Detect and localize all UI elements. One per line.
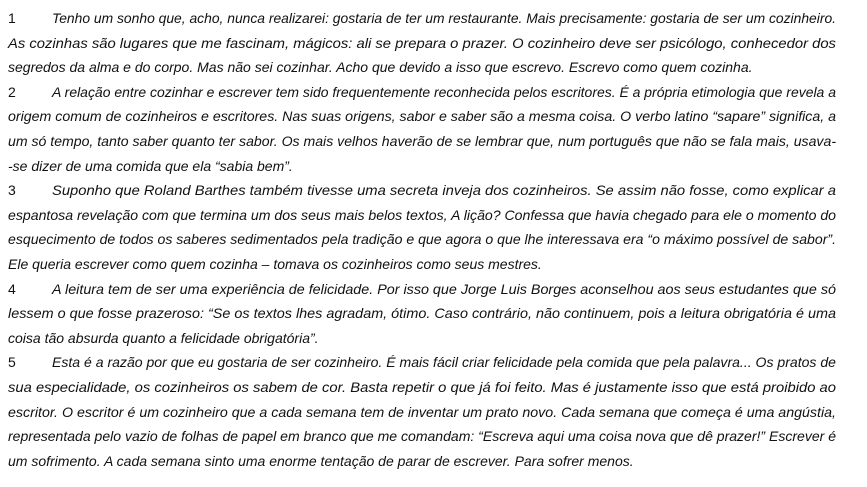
line-text: Esta é a razão por que eu gostaria de ser cozinheiro. É mais fácil criar felicidade pela comida que pela palavra... Os pratos de [52,354,836,371]
text-line [8,31,836,56]
line-text: Tenho um sonho que, acho, nunca realizarei: gostaria de ter um restaurante. Mais precisamente: gostaria de ser um cozinheiro. [52,10,837,26]
line-text: -se dizer de uma comida que ela “sabia bem”. [8,157,293,174]
line-text: origem comum de cozinheiros e escritores. Nas suas origens, sabor e saber são a mesma coisa. O verbo latino “sapare” significa, a [8,108,837,125]
paragraph-number: 3 [8,182,16,199]
text-line [8,154,836,179]
paragraph-number: 2 [8,83,16,100]
text-line [8,252,836,277]
paragraph-1 [8,6,836,80]
text-line [8,80,836,105]
text-line [8,277,836,302]
text-line [8,129,836,154]
text-line [8,301,836,326]
line-text: esquecimento de todos os saberes sedimentados pela tradição e que agora o que lhe interessava era “o máximo possível de sabor”. [8,231,836,248]
line-text: um sofrimento. A cada semana sinto uma enorme tentação de parar de escrever. Para sofrer menos. [8,452,634,469]
line-text: representada pelo vazio de folhas de papel em branco que me comandam: “Escreva aqui uma coisa nova que dê prazer!” Escrever é [8,428,837,445]
text-line [8,55,836,80]
line-text: A relação entre cozinhar e escrever tem sido frequentemente reconhecida pelos escritores. É a própria etimologia que revela a [52,83,836,100]
paragraph-4 [8,277,836,351]
line-text: Suponho que Roland Barthes também tivesse uma secreta inveja dos cozinheiros. Se assim não fosse, como explicar a [52,182,836,199]
text-line [8,178,836,203]
line-text: lessem o que fosse prazeroso: “Se os textos lhes agradam, ótimo. Caso contrário, não continuem, pois a leitura obrigatória é uma [8,305,836,322]
text-line [8,375,836,400]
text-line [8,326,836,351]
line-text: sua especialidade, os cozinheiros os sabem de cor. Basta repetir o que já foi feito. Mas é justamente isso que está proibido ao [8,378,836,395]
paragraph-number: 1 [8,10,16,26]
paragraph-5 [8,350,836,473]
paragraph-3 [8,178,836,276]
text-line [8,104,836,129]
text-line [8,424,836,449]
text-line [8,400,836,425]
text-line [8,350,836,375]
line-text: Ele queria escrever como quem cozinha – tomava os cozinheiros como seus mestres. [8,255,542,272]
text-line [8,227,836,252]
line-text: espantosa revelação com que termina um dos seus mais belos textos, A lição? Confessa que havia chegado para ele o momento do [8,206,837,223]
line-text: As cozinhas são lugares que me fascinam, mágicos: ali se prepara o prazer. O cozinheiro deve ser psicólogo, conhecedor dos [8,34,836,51]
line-text: A leitura tem de ser uma experiência de felicidade. Por isso que Jorge Luis Borges aconselhou aos seus estudantes que só [52,280,836,297]
text-line [8,449,836,474]
line-text: coisa tão absurda quanto a felicidade obrigatória”. [8,329,319,346]
line-text: segredos da alma e do corpo. Mas não sei cozinhar. Acho que devido a isso que escrevo. Escrevo como quem cozinha. [8,59,753,76]
document-body [8,6,836,473]
paragraph-2 [8,80,836,178]
line-text: escritor. O escritor é um cozinheiro que a cada semana tem de inventar um prato novo. Cada semana que começa é uma angústia, [8,403,836,420]
text-line [8,6,836,31]
paragraph-number: 4 [8,280,16,297]
line-text: um só tempo, tanto saber quanto ter sabor. Os mais velhos haverão de se lembrar que, num português que não se fala mais, usava- [8,132,837,149]
text-line [8,203,836,228]
paragraph-number: 5 [8,354,16,371]
